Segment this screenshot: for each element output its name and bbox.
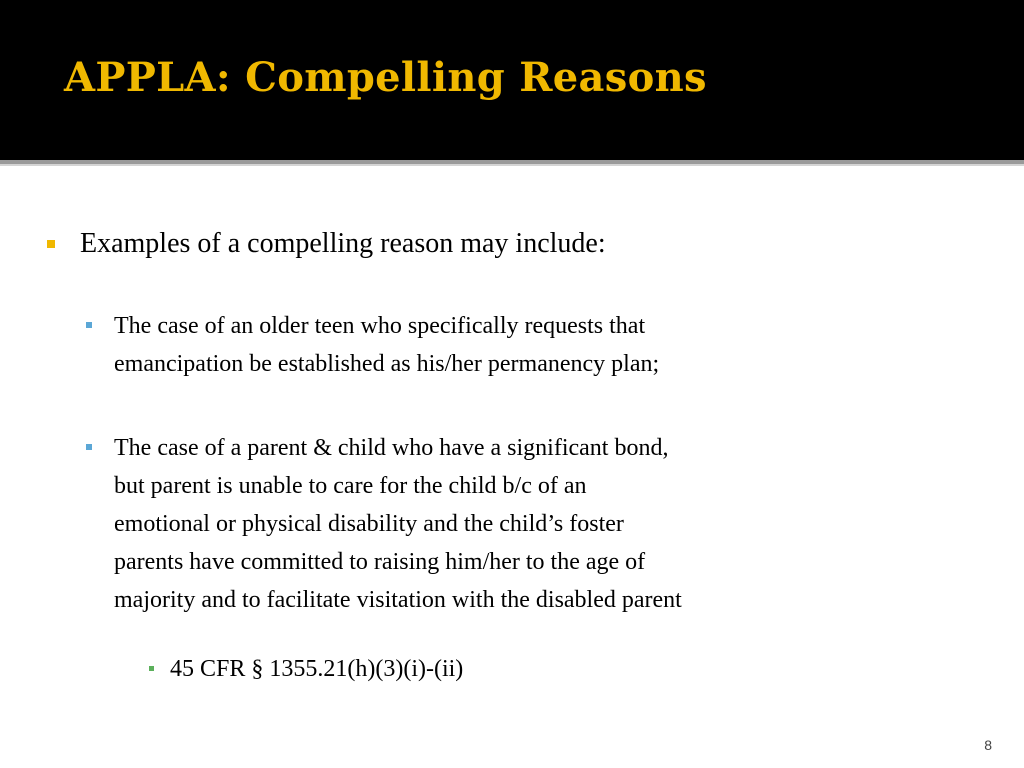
bullet-level1 [80,226,606,262]
title-bar [0,0,1024,160]
citation-text: 45 CFR § 1355.21(h)(3)(i)-(ii) [170,656,464,682]
bullet-level2 [114,429,974,619]
square-bullet-icon [86,444,92,450]
title-divider-shadow [0,164,1024,166]
bullet-text-line: majority and to facilitate visitation with the disabled parent [114,587,682,613]
bullet-level3 [170,652,463,686]
bullet-text-line: emotional or physical disability and the child’s foster [114,511,624,537]
square-bullet-icon [47,240,55,248]
bullet-text: Examples of a compelling reason may include: [80,228,606,259]
square-bullet-icon [149,666,154,671]
square-bullet-icon [86,322,92,328]
bullet-text-line: The case of a parent & child who have a significant bond, [114,435,669,461]
bullet-text-line: The case of an older teen who specifically requests that [114,313,646,339]
slide-title: APPLA: Compelling Reasons [64,54,707,101]
bullet-level2 [114,307,974,383]
bullet-text-line: emancipation be established as his/her permanency plan; [114,351,660,377]
page-number: 8 [984,737,992,753]
bullet-text-line: but parent is unable to care for the child b/c of an [114,473,587,499]
bullet-text-line: parents have committed to raising him/her to the age of [114,549,646,575]
